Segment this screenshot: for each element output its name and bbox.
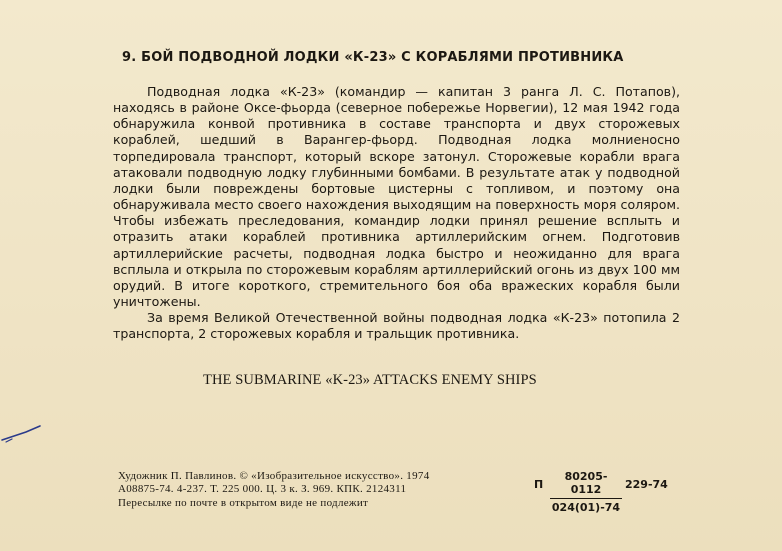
catalog-code-right: 229-74 bbox=[625, 478, 668, 491]
credits-line-3: Пересылке по почте в открытом виде не подлежит bbox=[118, 496, 369, 509]
credits-line-1: Художник П. Павлинов. © «Изобразительное искусство». 1974 bbox=[118, 470, 430, 482]
publication-credits bbox=[118, 470, 538, 510]
body-text bbox=[113, 84, 680, 343]
credits-line-2: А08875-74. 4-237. Т. 225 000. Ц. 3 к. З. 969. КПК. 2124311 bbox=[118, 483, 407, 496]
card-heading: 9. БОЙ ПОДВОДНОЙ ЛОДКИ «К-23» С КОРАБЛЯМИ ПРОТИВНИКА bbox=[122, 50, 624, 65]
paragraph-2: За время Великой Отечественной войны подводная лодка «К-23» потопила 2 транспорта, 2 сторожевых корабля и тральщик противника. bbox=[113, 310, 680, 342]
catalog-code-bottom: 024(01)-74 bbox=[551, 501, 621, 514]
catalog-code-top: 80205-0112 bbox=[550, 470, 622, 499]
index-letter: П bbox=[534, 478, 544, 491]
ink-mark bbox=[0, 418, 50, 448]
english-title: THE SUBMARINE «K-23» ATTACKS ENEMY SHIPS bbox=[203, 372, 537, 388]
catalog-code bbox=[550, 470, 622, 514]
paragraph-1: Подводная лодка «К-23» (командир — капитан 3 ранга Л. С. Потапов), находясь в районе Оксе-фьорда (северное побережье Норвегии), 12 мая 1942 года обнаружила конвой противника в составе транспорта и двух сторожевых кораблей, шедший в Варангер-фьорд. Подводная лодка молниеносно торпедировала транспорт, который вскоре затонул. Сторожевые корабли врага атаковали подводную лодку глубинными бомбами. В результате атак у подводной лодки были повреждены бортовые цистерны с топливом, и поэтому она обнаруживала место своего нахождения выходящим на поверхность моря соляром. Чтобы избежать преследования, командир лодки принял решение всплыть и отразить атаки кораблей противника артиллерийским огнем. Подготовив артиллерийские расчеты, подводная лодка быстро и неожиданно для врага всплыла и открыла по сторожевым кораблям артиллерийский огонь из двух 100 мм орудий. В итоге короткого, стремительного боя оба вражеских корабля были уничтожены. bbox=[113, 84, 680, 310]
